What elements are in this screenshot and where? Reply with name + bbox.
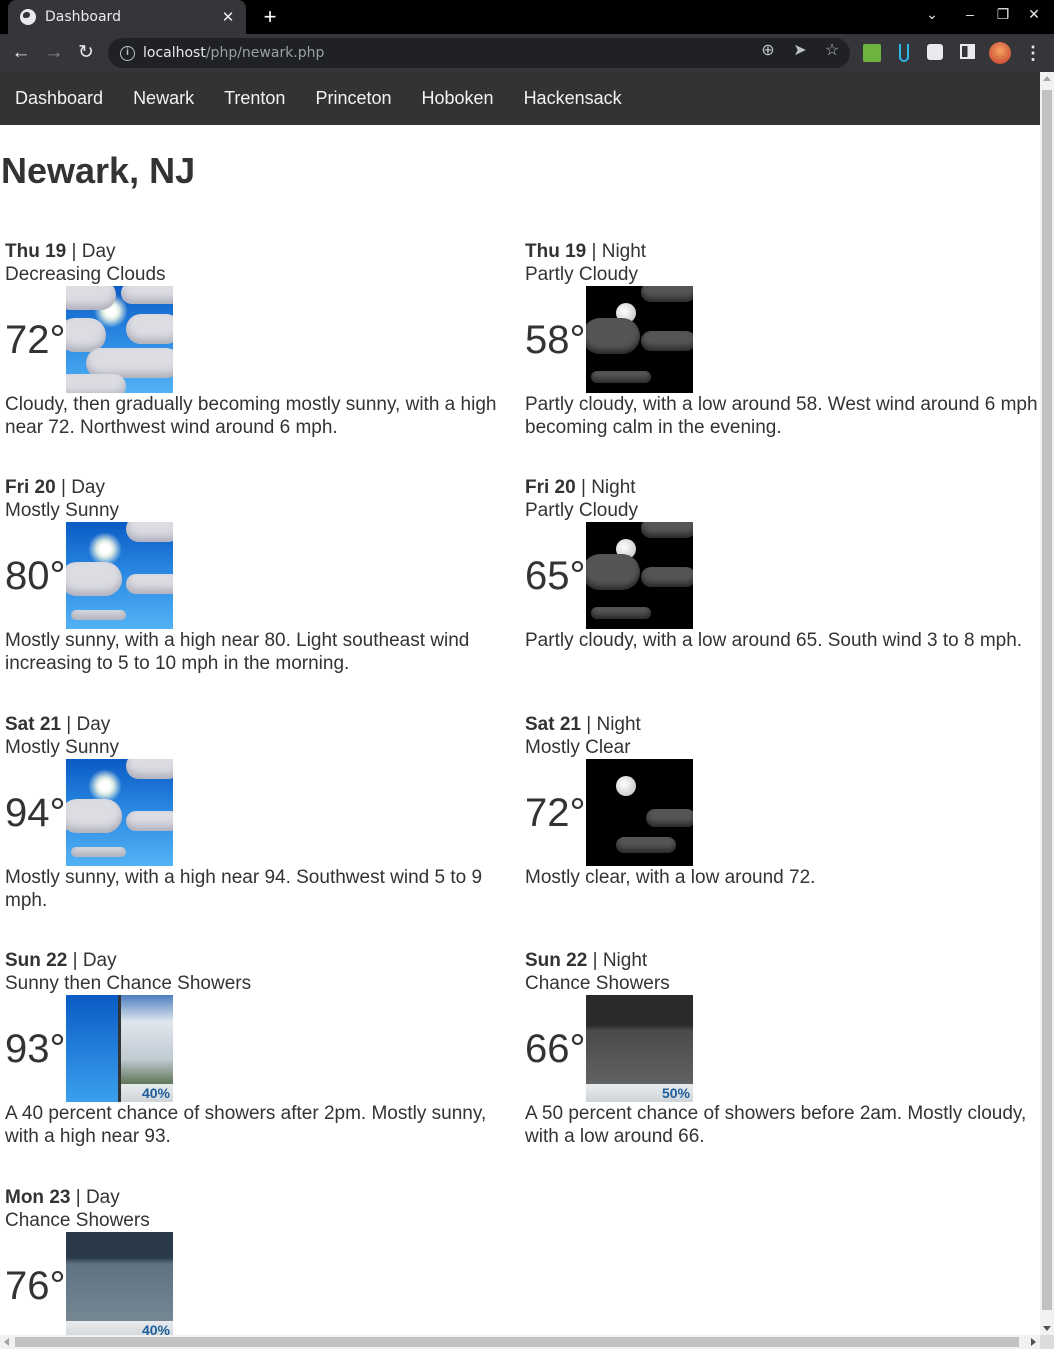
precip-chance: 40% [121,1084,173,1102]
close-window-button[interactable]: ✕ [1028,6,1040,22]
reload-button[interactable]: ↻ [78,42,94,63]
side-panel-icon[interactable] [960,44,975,59]
period-condition: Mostly Sunny [5,500,120,521]
period-header: Mon 23 | Day [5,1187,120,1208]
mostly-sunny-icon [66,759,173,866]
night-showers-icon [586,995,693,1102]
period-header: Sat 21 | Night [525,714,641,735]
forecast-period [5,713,525,912]
nav-link-newark[interactable]: Newark [133,88,195,108]
print-extension-icon[interactable] [863,44,881,62]
forecast-period [525,713,1040,889]
period-condition: Mostly Sunny [5,737,120,758]
horizontal-scrollbar[interactable] [0,1335,1040,1349]
new-tab-button[interactable]: + [263,4,277,29]
period-header: Sun 22 | Night [525,950,648,971]
forecast-period [5,1186,525,1335]
globe-icon [20,9,36,25]
day-showers-icon [66,1232,173,1335]
nav-link-dashboard[interactable]: Dashboard [15,88,104,108]
browser-tabstrip [0,0,1054,34]
forecast-period [525,476,1040,652]
zoom-icon[interactable]: ⊕ [761,42,775,59]
nav-link-princeton[interactable]: Princeton [315,88,392,108]
forecast-period [5,476,525,675]
vertical-scroll-thumb[interactable] [1042,90,1052,1310]
tab-close-icon[interactable]: ✕ [221,9,235,26]
period-temp: 93° [5,1026,66,1071]
period-temp: 80° [5,553,66,598]
scroll-left-arrow-icon[interactable] [4,1338,9,1346]
night-partly-cloudy-icon [586,522,693,629]
period-header: Thu 19 | Day [5,241,116,262]
period-description: Mostly sunny, with a high near 80. Light southeast wind increasing to 5 to 10 mph in the morning. [5,630,470,674]
period-description: Mostly sunny, with a high near 94. Southwest wind 5 to 9 mph. [5,867,483,911]
scrollbar-corner [1040,1335,1054,1349]
period-condition: Mostly Clear [525,737,631,758]
period-header: Sat 21 | Day [5,714,111,735]
precip-chance: 40% [66,1321,173,1335]
nav-link-hackensack[interactable]: Hackensack [523,88,622,108]
address-bar[interactable] [108,38,850,68]
period-condition: Chance Showers [5,1210,150,1231]
send-icon[interactable]: ➤ [793,42,807,59]
period-condition: Sunny then Chance Showers [5,973,252,994]
period-header: Fri 20 | Day [5,477,105,498]
period-temp: 72° [5,317,66,362]
decreasing-clouds-icon [66,286,173,393]
url-host: localhost [143,45,206,61]
forecast-period [525,949,1040,1148]
sunny-then-showers-icon [66,995,173,1102]
period-temp: 65° [525,553,586,598]
restore-button[interactable]: ❐ [996,6,1010,22]
period-description: Cloudy, then gradually becoming mostly sunny, with a high near 72. Northwest wind around 6 mph. [5,394,497,438]
forward-button[interactable]: → [44,42,64,63]
period-temp: 94° [5,790,66,835]
period-temp: 72° [525,790,586,835]
night-partly-cloudy-icon [586,286,693,393]
period-temp: 66° [525,1026,586,1071]
period-description: Partly cloudy, with a low around 65. South wind 3 to 8 mph. [525,630,1023,651]
page-content [0,125,1040,1335]
nav-link-trenton[interactable]: Trenton [224,88,286,108]
page-title: Newark, NJ [1,150,196,191]
period-condition: Decreasing Clouds [5,264,166,285]
scroll-right-arrow-icon[interactable] [1031,1338,1036,1346]
period-condition: Chance Showers [525,973,670,994]
forecast-period [525,240,1040,439]
scroll-down-arrow-icon[interactable] [1043,1326,1051,1331]
night-mostly-clear-icon [586,759,693,866]
site-info-icon[interactable]: i [120,46,135,61]
mostly-sunny-icon [66,522,173,629]
browser-toolbar [0,34,1054,72]
profile-avatar[interactable] [989,42,1011,64]
nav-link-hoboken[interactable]: Hoboken [421,88,494,108]
forecast-period [5,949,525,1148]
minimize-button[interactable]: – [966,6,974,22]
scroll-up-arrow-icon[interactable] [1043,76,1051,81]
period-description: Partly cloudy, with a low around 58. West wind around 6 mph becoming calm in the evening. [525,394,1038,438]
period-header: Sun 22 | Day [5,950,117,971]
back-button[interactable]: ← [11,42,31,63]
site-nav [0,72,1040,125]
period-temp: 76° [5,1263,66,1308]
tab-title: Dashboard [45,9,121,25]
period-header: Fri 20 | Night [525,477,636,498]
precip-chance: 50% [586,1084,693,1102]
vertical-scrollbar[interactable] [1040,72,1054,1335]
period-description: Mostly clear, with a low around 72. [525,867,816,888]
period-header: Thu 19 | Night [525,241,647,262]
owl-extension-icon[interactable] [899,44,909,62]
extensions-puzzle-icon[interactable] [927,44,943,60]
period-temp: 58° [525,317,586,362]
period-description: A 50 percent chance of showers before 2am. Mostly cloudy, with a low around 66. [525,1103,1027,1147]
browser-tab[interactable] [8,0,246,34]
period-condition: Partly Cloudy [525,500,638,521]
forecast-period [5,240,525,439]
url-path: /php/newark.php [205,45,325,61]
bookmark-star-icon[interactable]: ☆ [824,42,840,59]
period-condition: Partly Cloudy [525,264,638,285]
tab-search-icon[interactable]: ⌄ [926,6,938,22]
browser-menu-icon[interactable]: ⋮ [1024,43,1042,63]
horizontal-scroll-thumb[interactable] [15,1337,1019,1347]
period-description: A 40 percent chance of showers after 2pm. Mostly sunny, with a high near 93. [5,1103,487,1147]
